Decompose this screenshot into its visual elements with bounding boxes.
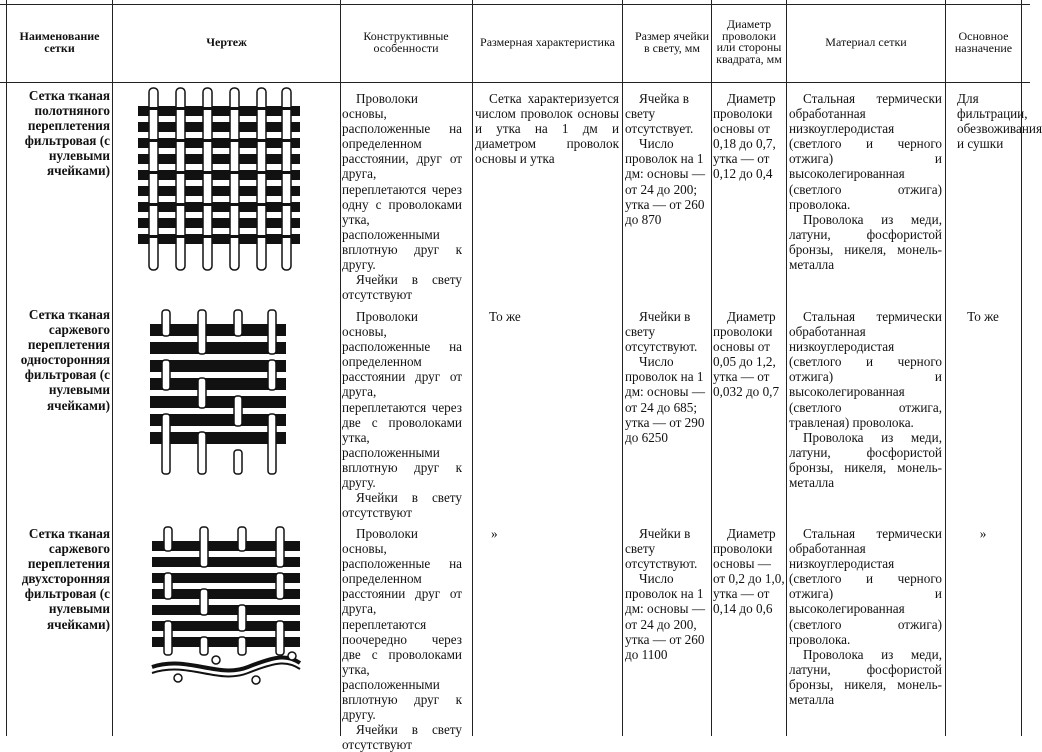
double-twill-weave-mesh-icon (148, 527, 308, 689)
row1-features-text: Проволоки основы, расположенные на определенном расстоянии, друг от друга, переплетаются через одну с проволоками утка, расположенными вплотную друг к другу. (342, 91, 462, 273)
row3-material (789, 526, 942, 707)
row2-purpose: То же (967, 309, 999, 324)
header-bottom-rule (0, 82, 1030, 83)
row3-wire-count: Число проволок на 1 дм: основы — от 24 до 200, утка — от 260 до 1100 (625, 571, 706, 662)
header-features: Конструктивные особенности (363, 28, 449, 55)
row1-material-steel: Стальная термически обработанная низкоуглеродистая (светлого и черного отжига) и высоколегированная (светлого отжига) проволока. (789, 91, 942, 212)
column-divider (711, 0, 712, 736)
row1-cell-size (625, 91, 710, 227)
row3-wire-diameter: Диаметр проволоки основы — от 0,2 до 1,0, утка — от 0,14 до 0,6 (713, 526, 785, 617)
column-divider (472, 0, 473, 736)
row2-material (789, 309, 942, 490)
row3-features-text: Проволоки основы, расположенные на определенном расстоянии друг от друга, переплетаются поочередно через две с проволоками утка, расположенными вплотную друг к другу. (342, 526, 462, 723)
row2-mesh-name: Сетка тканая саржевого переплетения односторонняя фильтровая (с нулевыми ячейками) (20, 307, 110, 413)
header-drawing: Чертеж (206, 34, 247, 49)
column-divider (945, 0, 946, 736)
row2-features (342, 309, 462, 520)
plain-weave-mesh-icon (130, 86, 310, 276)
row1-purpose: Для фильтрации, обезвоживания и сушки (957, 91, 1042, 152)
row3-mesh-name: Сетка тканая саржевого переплетения двухсторонняя фильтровая (с нулевыми ячейками) (21, 526, 110, 632)
row1-cell-size-text: Ячейка в свету отсутствует. (625, 91, 694, 137)
row2-cell-size-text: Ячейки в свету отсутствуют. (625, 309, 698, 355)
row3-cell-size (625, 526, 710, 662)
row3-features-note: Ячейки в свету отсутствуют (342, 722, 462, 752)
header-wire-diameter: Диаметр проволоки или стороны квадрата, мм (716, 17, 782, 66)
row3-purpose: » (979, 526, 987, 541)
column-divider (112, 0, 113, 736)
row3-cell-size-text: Ячейки в свету отсутствуют. (625, 526, 698, 572)
row1-mesh-name: Сетка тканая полотняного переплетения фильтровая (с нулевыми ячейками) (24, 88, 110, 179)
header-material: Материал сетки (825, 34, 907, 49)
row2-material-other: Проволока из меди, латуни, фосфористой бронзы, никеля, монель-металла (789, 429, 942, 491)
single-twill-weave-mesh-icon (148, 310, 288, 480)
row2-features-note: Ячейки в свету отсутствуют (342, 490, 462, 521)
header-size-characteristic: Размерная характеристика (480, 34, 615, 49)
row1-size-characteristic: Сетка характеризуется числом проволок основы и утка на 1 дм и диаметром проволок основы и утка (475, 91, 619, 167)
column-divider (786, 0, 787, 736)
row1-wire-diameter: Диаметр проволоки основы от 0,18 до 0,7, утка — от 0,12 до 0,4 (713, 91, 776, 182)
row2-material-steel: Стальная термически обработанная низкоуглеродистая (светлого и черного отжига) и высоколегированная (светлого отжига, травленая) проволока. (789, 309, 942, 430)
header-name: Наименование сетки (19, 28, 100, 55)
column-divider (340, 0, 341, 736)
column-divider (622, 0, 623, 736)
table-top-rule (0, 4, 1030, 5)
row2-wire-count: Число проволок на 1 дм: основы — от 24 до 685; утка — от 290 до 6250 (625, 354, 706, 445)
row2-size-characteristic: То же (489, 309, 521, 324)
row3-material-steel: Стальная термически обработанная низкоуглеродистая (светлого и черного отжига) и высоколегированная (светлого отжига) проволока. (789, 526, 942, 647)
row1-material-other: Проволока из меди, латуни, фосфористой бронзы, никеля, монель-металла (789, 211, 942, 273)
row2-wire-diameter: Диаметр проволоки основы от 0,05 до 1,2, утка — от 0,032 до 0,7 (713, 309, 780, 400)
row3-features (342, 526, 462, 752)
row1-wire-count: Число проволок на 1 дм: основы — от 24 до 200; утка — от 260 до 870 (625, 136, 706, 227)
header-cell-size: Размер ячейки в свету, мм (634, 28, 710, 55)
row1-features (342, 91, 462, 302)
row1-features-note: Ячейки в свету отсутствуют (342, 272, 462, 303)
row2-features-text: Проволоки основы, расположенные на определенном расстоянии друг от друга, переплетаются через две с проволоками утка, расположенными вплотную друг к другу. (342, 309, 462, 491)
row3-size-characteristic: » (491, 526, 498, 541)
row2-cell-size (625, 309, 710, 445)
table-border-left (6, 0, 7, 736)
row1-material (789, 91, 942, 272)
header-purpose: Основное назначение (954, 28, 1013, 55)
row3-material-other: Проволока из меди, латуни, фосфористой бронзы, никеля, монель-металла (789, 646, 942, 708)
